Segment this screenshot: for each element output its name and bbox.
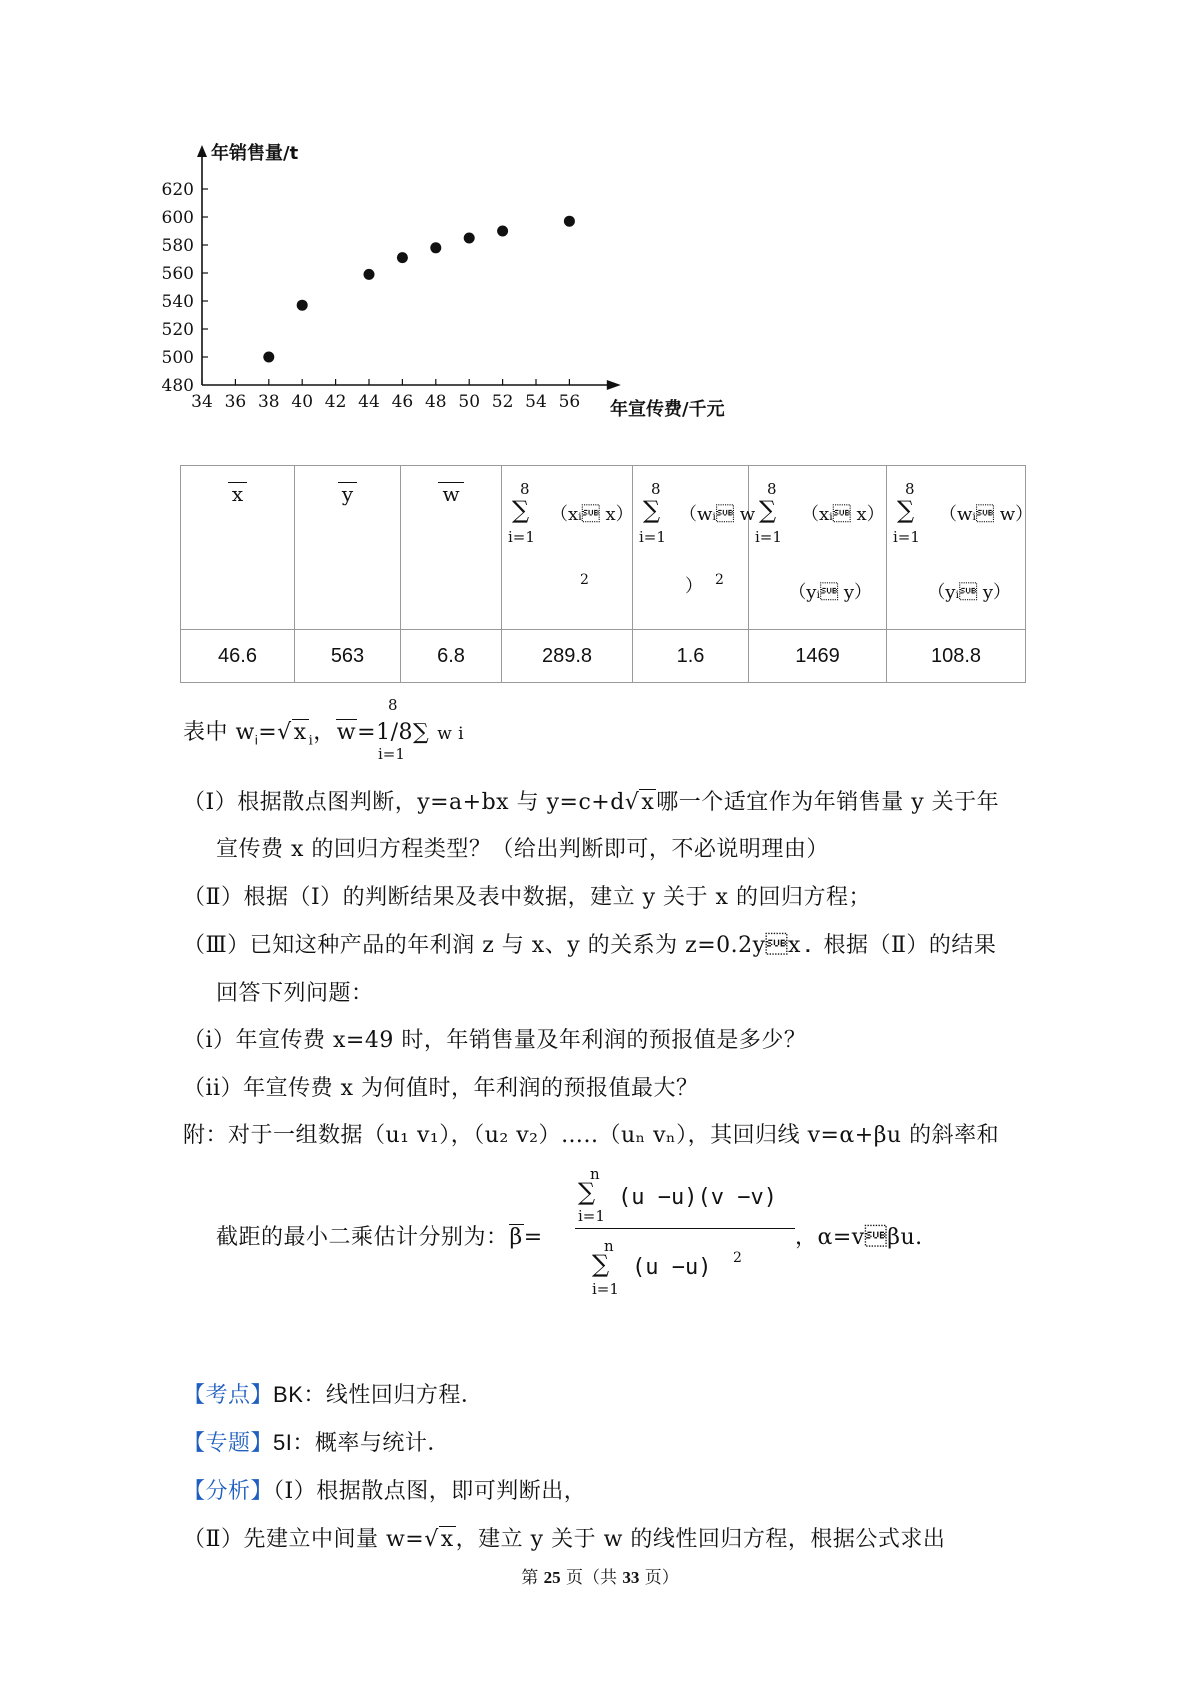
header-cell-y-mean	[295, 466, 401, 630]
sigma-symbol: ∑	[512, 496, 530, 524]
power-label: 2	[715, 572, 724, 588]
x-tick-labels	[191, 379, 580, 412]
beta-denominator: (u −u)	[632, 1255, 712, 1280]
kd-label: 【考点】	[183, 1383, 274, 1408]
analysis-line-2: （Ⅱ）先建立中间量 w=√x，建立 y 关于 w 的线性回归方程，根据公式求出	[183, 1527, 946, 1552]
w-def-sep: ，	[313, 720, 336, 745]
sum-upper: 8	[905, 480, 915, 498]
footer-a: 第	[521, 1568, 544, 1588]
x-tick-label: 40	[291, 392, 314, 412]
table-cell: 1.6	[633, 630, 749, 683]
question-3-line-2: 回答下列问题：	[216, 981, 374, 1006]
sqrt-radicand: x	[641, 790, 655, 815]
last-part-a: （Ⅱ）先建立中间量 w=	[183, 1527, 425, 1552]
q1-part-a: （Ⅰ）根据散点图判断，y=a+bx 与 y=c+d	[183, 790, 625, 815]
data-point	[297, 300, 308, 311]
note2-text: 截距的最小二乘估计分别为：	[216, 1225, 509, 1250]
sqrt-radicand: x	[440, 1527, 454, 1552]
sqrt-radicand: x	[293, 720, 307, 745]
y-tick-label: 520	[161, 320, 194, 340]
sum-lower: i=1	[755, 528, 782, 546]
table-header-row	[181, 466, 1026, 630]
table-cell: 1469	[749, 630, 887, 683]
sum-term-second: （yᵢ y）	[927, 582, 1011, 603]
sum-term: （wᵢ w	[679, 504, 756, 525]
scatter-chart	[161, 143, 735, 460]
appendix-note-line-2: 截距的最小二乘估计分别为：β=	[216, 1225, 543, 1250]
sum-upper: 8	[520, 480, 530, 498]
q1-part-b: 哪一个适宜作为年销售量 y 关于年	[656, 790, 1000, 815]
sigma-symbol: ∑	[759, 496, 777, 524]
y-tick-label: 480	[161, 376, 194, 396]
w-def-eq: =	[258, 720, 278, 745]
last-part-b: ，建立 y 关于 w 的线性回归方程，根据公式求出	[455, 1527, 946, 1552]
beta-numerator: (u −u)(v −v)	[618, 1185, 777, 1210]
x-tick-label: 36	[224, 392, 247, 412]
y-tick-label: 560	[161, 264, 194, 284]
x-tick-label: 54	[525, 392, 547, 412]
header-var: x	[228, 482, 247, 505]
x-tick-label: 34	[191, 392, 213, 412]
question-2: （Ⅱ）根据（Ⅰ）的判断结果及表中数据，建立 y 关于 x 的回归方程；	[183, 885, 871, 910]
question-3-i: （i）年宣传费 x=49 时，年销售量及年利润的预报值是多少？	[183, 1028, 807, 1053]
x-tick-label: 38	[257, 392, 280, 412]
sum-upper: 8	[651, 480, 661, 498]
x-axis-arrow	[607, 380, 621, 390]
table-cell: 46.6	[181, 630, 295, 683]
table-value-row	[181, 630, 1026, 683]
beta-hat: β	[509, 1225, 523, 1250]
sum-term: （xᵢ x）	[801, 504, 885, 525]
data-point	[564, 216, 575, 227]
sum-term: （wᵢ w）	[939, 504, 1034, 525]
question-3-ii: （ii）年宣传费 x 为何值时，年利润的预报值最大？	[183, 1076, 699, 1101]
header-cell-w-mean	[401, 466, 502, 630]
sum-term-second: （yᵢ y）	[788, 582, 872, 603]
w-def-fraction: =1/8	[357, 720, 413, 745]
y-axis-arrow	[197, 145, 207, 157]
x-tick-label: 56	[558, 392, 581, 412]
page-footer	[0, 1563, 1200, 1588]
alpha-formula: ，α=vβu.	[795, 1225, 923, 1250]
data-point	[364, 269, 375, 280]
page-number: 25	[543, 1568, 561, 1587]
sum-term: （xᵢ x）	[550, 504, 634, 525]
table-cell: 108.8	[887, 630, 1026, 683]
data-points	[263, 216, 575, 363]
x-tick-label: 50	[458, 392, 481, 412]
table-cell: 289.8	[502, 630, 633, 683]
data-point	[464, 233, 475, 244]
beta-den-sum-top: n	[604, 1237, 614, 1255]
x-tick-label: 52	[491, 392, 514, 412]
sigma-symbol: ∑	[897, 496, 915, 524]
header-cell-x-mean	[181, 466, 295, 630]
page-total: 33	[622, 1568, 640, 1587]
x-tick-label: 42	[324, 392, 347, 412]
beta-den-sigma: ∑	[592, 1250, 610, 1278]
header-cell-sxy	[749, 466, 887, 630]
beta-num-sigma: ∑	[578, 1178, 596, 1206]
power-label: 2	[580, 572, 589, 588]
sum-lower: i=1	[639, 528, 666, 546]
w-def-term: w i	[437, 724, 465, 744]
y-tick-labels	[162, 180, 208, 396]
table-cell: 563	[295, 630, 401, 683]
header-cell-sxx	[502, 466, 633, 630]
y-tick-label: 620	[161, 180, 194, 200]
y-tick-label: 500	[161, 348, 194, 368]
fraction-bar	[575, 1228, 795, 1229]
w-def-sum-top: 8	[388, 696, 398, 714]
x-tick-label: 48	[424, 392, 447, 412]
sum-lower: i=1	[508, 528, 535, 546]
y-tick-label: 600	[161, 208, 194, 228]
header-var: y	[338, 482, 357, 505]
footer-c: 页）	[639, 1568, 679, 1588]
data-point	[497, 226, 508, 237]
sum-term-close: ）	[685, 576, 703, 597]
header-var: w	[438, 482, 463, 505]
header-cell-swy	[887, 466, 1034, 630]
y-tick-label: 580	[161, 236, 194, 256]
data-point	[263, 352, 274, 363]
kd-text: BK：线性回归方程．	[273, 1382, 484, 1407]
statistics-table	[180, 465, 1034, 683]
zt-label: 【专题】	[183, 1431, 274, 1456]
beta-den-power: 2	[733, 1250, 742, 1266]
data-point	[397, 252, 408, 263]
question-1-line-1: （Ⅰ）根据散点图判断，y=a+bx 与 y=c+d√x哪一个适宜作为年销售量 y 关于年	[183, 790, 1000, 815]
sum-lower: i=1	[893, 528, 920, 546]
topic	[183, 1426, 450, 1457]
w-definition: 表中 $w_i=√x$ $_i$，w=1/8∑ w i	[183, 720, 465, 749]
header-cell-sww	[633, 466, 756, 630]
x-axis-title: 年宣传费/千元	[610, 399, 725, 420]
sum-upper: 8	[767, 480, 777, 498]
sigma-symbol: ∑	[643, 496, 661, 524]
analysis	[183, 1474, 586, 1505]
y-axis-title: 年销售量/t	[211, 143, 299, 164]
w-def-sum-bottom: i=1	[378, 745, 405, 763]
zt-text: 5I：概率与统计．	[273, 1430, 450, 1455]
knowledge-point	[183, 1378, 483, 1409]
table-cell: 6.8	[401, 630, 502, 683]
chart-axes	[197, 145, 621, 390]
fx-text: （Ⅰ）根据散点图，即可判断出，	[273, 1479, 587, 1504]
appendix-note: 附：对于一组数据（u₁ v₁），（u₂ v₂）…..（uₙ vₙ），其回归线 v=α+βu 的斜率和	[183, 1123, 1000, 1148]
footer-b: 页（共	[560, 1568, 623, 1588]
data-point	[430, 242, 441, 253]
question-1-line-2: 宣传费 x 的回归方程类型？（给出判断即可，不必说明理由）	[216, 837, 829, 862]
question-3-line-1: （Ⅲ）已知这种产品的年利润 z 与 x、y 的关系为 z=0.2yx．根据（Ⅱ）的结果	[183, 933, 997, 958]
beta-den-sum-bottom: i=1	[592, 1280, 619, 1298]
x-tick-label: 46	[391, 392, 414, 412]
beta-num-sum-bottom: i=1	[578, 1207, 605, 1225]
w-def-prefix: 表中 w	[183, 720, 255, 745]
y-tick-label: 540	[161, 292, 194, 312]
fx-label: 【分析】	[183, 1479, 274, 1504]
x-tick-label: 44	[358, 392, 380, 412]
beta-num-sum-top: n	[590, 1165, 600, 1183]
